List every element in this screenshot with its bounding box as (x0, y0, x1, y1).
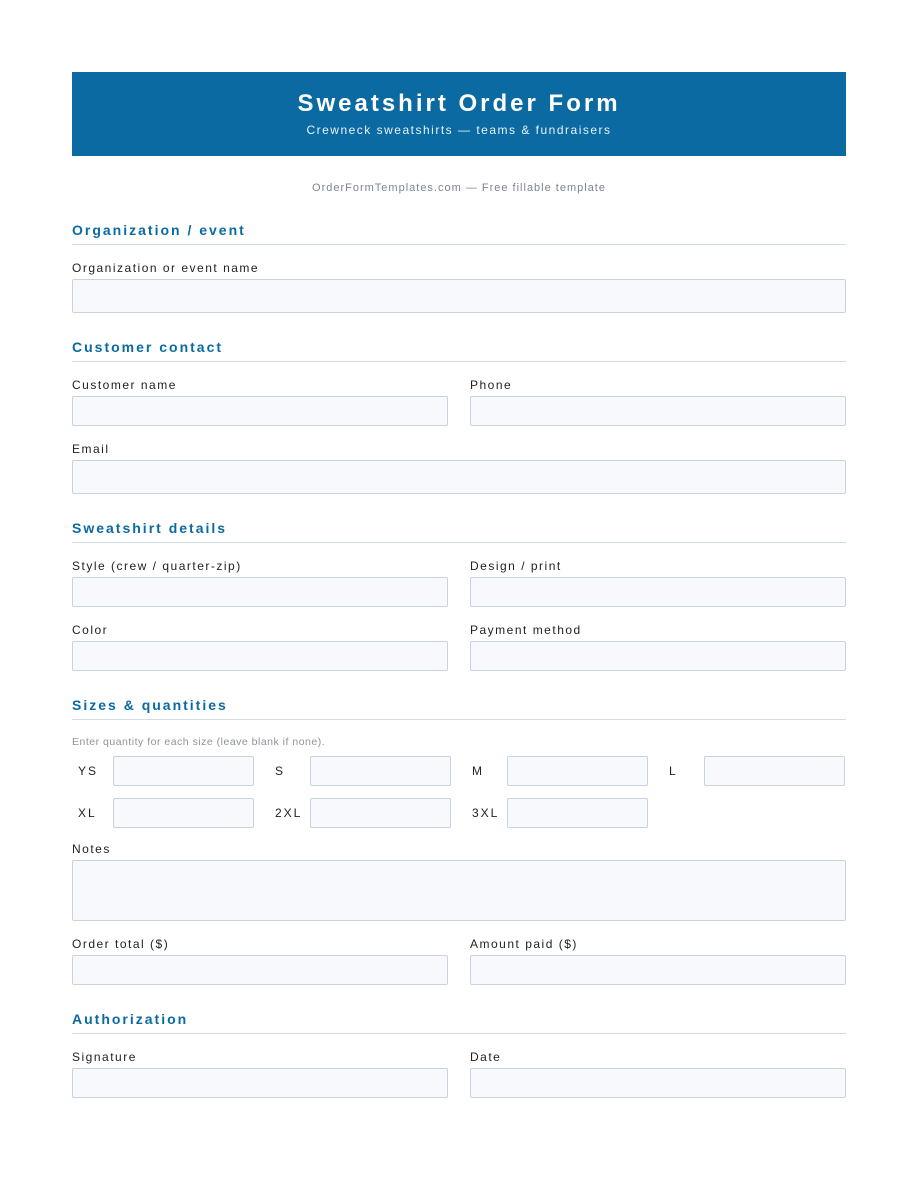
email-label: Email (72, 442, 110, 456)
form-title: Sweatshirt Order Form (297, 90, 621, 117)
section-title-authorization: Authorization (72, 1011, 846, 1034)
section-title-details: Sweatshirt details (72, 520, 846, 543)
size-3xl (466, 798, 648, 828)
email-field[interactable] (72, 460, 846, 494)
form-subtitle: Crewneck sweatshirts — teams & fundraisers (306, 123, 612, 137)
order-total-field[interactable] (72, 955, 448, 985)
date-field[interactable] (470, 1068, 846, 1098)
size-s-qty-field[interactable] (310, 756, 451, 786)
size-label: XL (78, 806, 97, 820)
section-authorization (72, 1011, 846, 1098)
size-label: 3XL (472, 806, 500, 820)
order-form (72, 72, 846, 1098)
color-label: Color (72, 623, 109, 637)
sizes-hint: Enter quantity for each size (leave blank if none). (72, 736, 326, 748)
notes-field[interactable] (72, 860, 846, 921)
amount-paid-label: Amount paid ($) (470, 937, 578, 951)
customer-name-field[interactable] (72, 396, 448, 426)
section-title-organization: Organization / event (72, 222, 846, 245)
customer-name-label: Customer name (72, 378, 177, 392)
size-grid (72, 756, 846, 828)
size-label: L (669, 764, 678, 778)
size-label: S (275, 764, 286, 778)
size-m (466, 756, 648, 786)
size-ys (72, 756, 254, 786)
section-title-contact: Customer contact (72, 339, 846, 362)
phone-label: Phone (470, 378, 513, 392)
date-label: Date (470, 1050, 502, 1064)
size-3xl-qty-field[interactable] (507, 798, 648, 828)
source-note: OrderFormTemplates.com — Free fillable template (312, 182, 606, 194)
phone-field[interactable] (470, 396, 846, 426)
color-field[interactable] (72, 641, 448, 671)
size-label: 2XL (275, 806, 303, 820)
size-label: YS (78, 764, 99, 778)
size-ys-qty-field[interactable] (113, 756, 254, 786)
style-label: Style (crew / quarter-zip) (72, 559, 242, 573)
section-sizes (72, 697, 846, 985)
size-2xl (269, 798, 451, 828)
size-2xl-qty-field[interactable] (310, 798, 451, 828)
style-field[interactable] (72, 577, 448, 607)
signature-label: Signature (72, 1050, 137, 1064)
section-title-sizes: Sizes & quantities (72, 697, 846, 720)
design-label: Design / print (470, 559, 562, 573)
org-name-label: Organization or event name (72, 261, 260, 275)
size-l-qty-field[interactable] (704, 756, 845, 786)
notes-label: Notes (72, 842, 111, 856)
signature-field[interactable] (72, 1068, 448, 1098)
size-m-qty-field[interactable] (507, 756, 648, 786)
size-xl (72, 798, 254, 828)
org-name-field[interactable] (72, 279, 846, 313)
size-xl-qty-field[interactable] (113, 798, 254, 828)
amount-paid-field[interactable] (470, 955, 846, 985)
payment-method-field[interactable] (470, 641, 846, 671)
section-details (72, 520, 846, 671)
payment-method-label: Payment method (470, 623, 582, 637)
section-contact (72, 339, 846, 494)
order-total-label: Order total ($) (72, 937, 170, 951)
design-field[interactable] (470, 577, 846, 607)
size-l (663, 756, 845, 786)
section-organization (72, 222, 846, 313)
size-s (269, 756, 451, 786)
form-header (72, 72, 846, 156)
size-label: M (472, 764, 484, 778)
